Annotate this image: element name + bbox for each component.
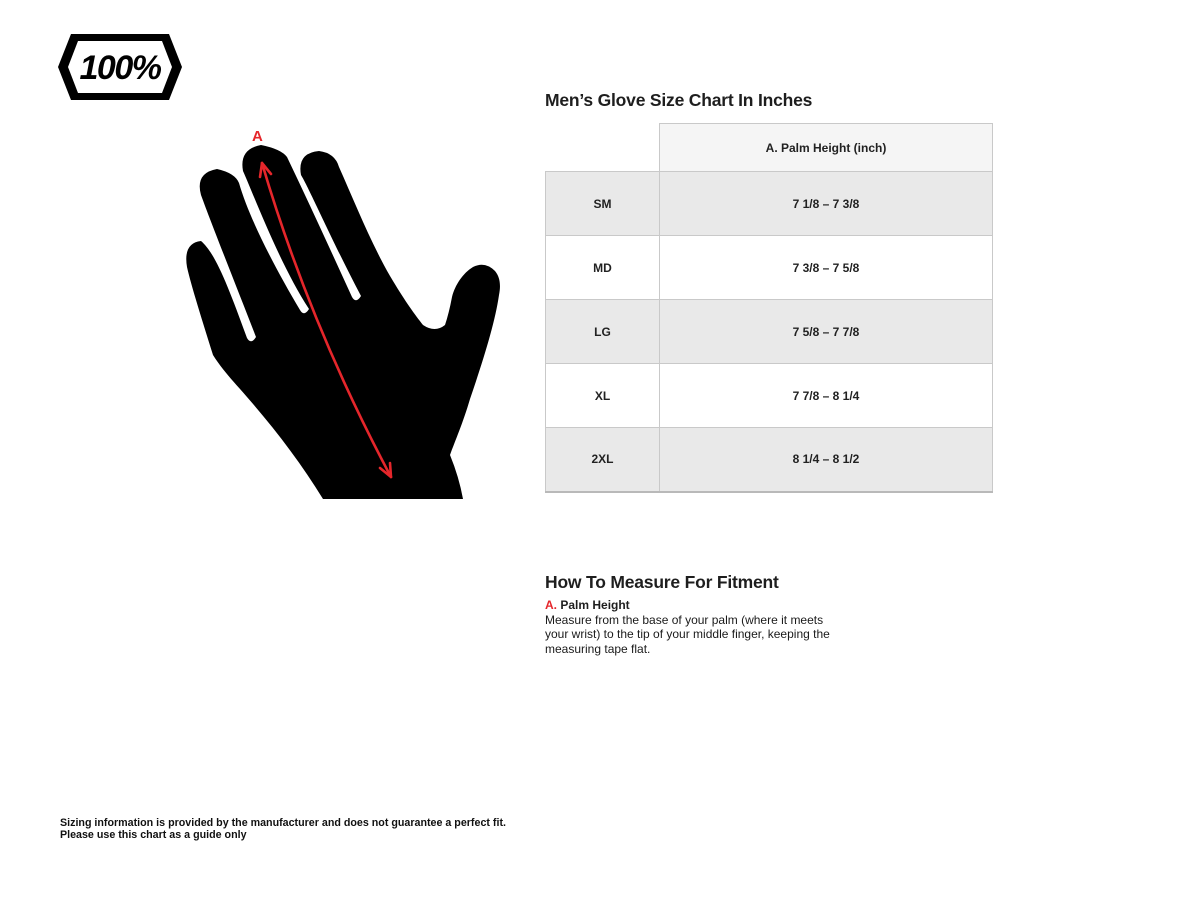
size-label: MD bbox=[546, 236, 660, 300]
measurement-label-a: A bbox=[252, 128, 263, 145]
size-chart-title: Men’s Glove Size Chart In Inches bbox=[545, 90, 813, 110]
corner-cell bbox=[546, 124, 660, 172]
sizing-disclaimer bbox=[60, 817, 506, 842]
table-row-lg bbox=[546, 300, 993, 364]
disclaimer-line-1: Sizing information is provided by the manufacturer and does not guarantee a perfect fit. bbox=[60, 817, 506, 829]
table-row-md bbox=[546, 236, 993, 300]
glove-hand-shape bbox=[186, 145, 500, 499]
palm-height-range: 7 3/8 – 7 5/8 bbox=[660, 236, 993, 300]
palm-height-range: 7 1/8 – 7 3/8 bbox=[660, 172, 993, 236]
table-row-2xl bbox=[546, 428, 993, 492]
measure-section-title: How To Measure For Fitment bbox=[545, 572, 779, 592]
brand-logo-text: 100% bbox=[79, 49, 161, 87]
disclaimer-line-2: Please use this chart as a guide only bbox=[60, 829, 247, 842]
size-chart-table bbox=[545, 123, 993, 493]
size-label: SM bbox=[546, 172, 660, 236]
palm-height-range: 8 1/4 – 8 1/2 bbox=[660, 428, 993, 492]
size-label: LG bbox=[546, 300, 660, 364]
palm-height-range: 7 7/8 – 8 1/4 bbox=[660, 364, 993, 428]
palm-height-range: 7 5/8 – 7 7/8 bbox=[660, 300, 993, 364]
measure-item-name: Palm Height bbox=[557, 598, 630, 612]
brand-logo-badge-icon bbox=[58, 31, 182, 104]
measure-item-letter: A. bbox=[545, 598, 557, 612]
glove-silhouette-image bbox=[183, 133, 503, 503]
measure-item-heading bbox=[545, 598, 630, 612]
table-header-row bbox=[546, 124, 993, 172]
table-row-sm bbox=[546, 172, 993, 236]
size-label: 2XL bbox=[546, 428, 660, 492]
palm-height-column-header: A. Palm Height (inch) bbox=[660, 124, 993, 172]
size-label: XL bbox=[546, 364, 660, 428]
table-row-xl bbox=[546, 364, 993, 428]
brand-logo bbox=[58, 31, 182, 104]
glove-measurement-diagram bbox=[183, 133, 503, 503]
measure-item-description: Measure from the base of your palm (where it meets your wrist) to the tip of your middle finger, keeping the measuring tape flat. bbox=[545, 613, 830, 656]
